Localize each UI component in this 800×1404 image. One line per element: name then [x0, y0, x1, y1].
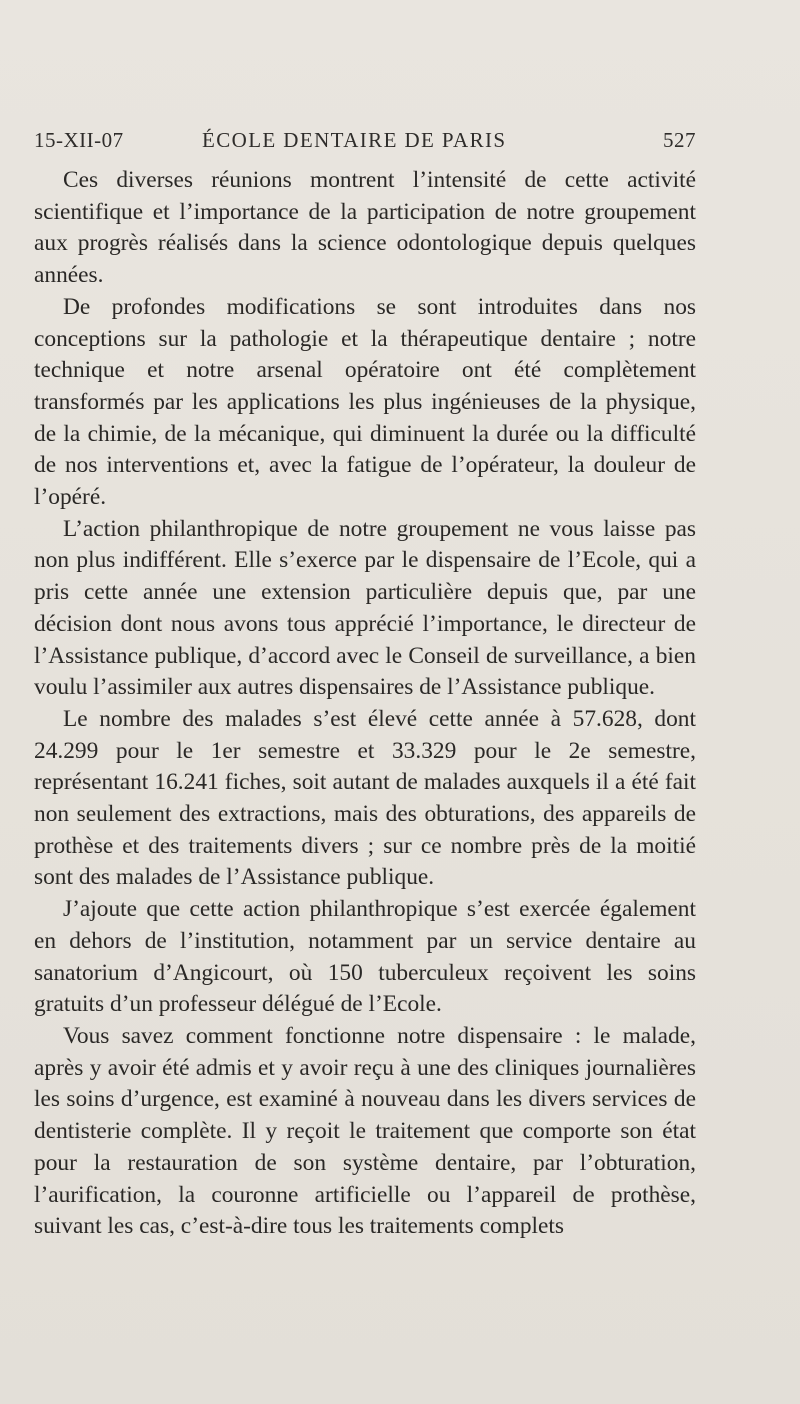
- paragraph-4: Le nombre des malades s’est élevé cette année à 57.628, dont 24.299 pour le 1er semestre et 33.329 pour le 2e semestre, représentant 16.241 fiches, soit autant de malades auxquels il a été fait non seulement des extractions, mais des obturations, des appareils de prothèse et des traitements divers ; sur ce nombre près de la moitié sont des malades de l’Assistance publique.: [34, 705, 696, 891]
- paragraph-6: Vous savez comment fonctionne notre dispensaire : le malade, après y avoir été admis et y avoir reçu à une des cliniques journalières les soins d’urgence, est examiné à nouveau dans les divers services de dentisterie complète. Il y reçoit le traitement que comporte son état pour la restauration de son système dentaire, par l’obturation, l’aurification, la couronne artificielle ou l’appareil de prothèse, suivant les cas, c’est-à-dire tous les traitements complets: [34, 1022, 696, 1240]
- paragraph-5: J’ajoute que cette action philanthropique s’est exercée également en dehors de l’institution, notamment par un service dentaire au sanatorium d’Angicourt, où 150 tuberculeux reçoivent les soins gratuits d’un professeur délégué de l’Ecole.: [34, 896, 696, 1018]
- running-header: [34, 128, 696, 162]
- page-body: [34, 165, 696, 1243]
- page-number: 527: [663, 128, 696, 152]
- paragraph-1: Ces diverses réunions montrent l’intensité de cette activité scientifique et l’importance de la participation de notre groupement aux progrès réalisés dans la science odontologique depuis quelques années.: [34, 167, 696, 289]
- paragraph-3: L’action philanthropique de notre groupement ne vous laisse pas non plus indifférent. Elle s’exerce par le dispensaire de l’Ecole, qui a pris cette année une extension particulière depuis que, par une décision dont nous avons tous apprécié l’importance, le directeur de l’Assistance publique, d’accord avec le Conseil de surveillance, a bien voulu l’assimiler aux autres dispensaires de l’Assistance publique.: [34, 515, 696, 701]
- header-date: 15-XII-07: [34, 128, 124, 152]
- header-title: ÉCOLE DENTAIRE DE PARIS: [202, 128, 507, 152]
- paragraph-2: De profondes modifications se sont introduites dans nos conceptions sur la pathologie et la thérapeutique dentaire ; notre technique et notre arsenal opératoire ont été complètement transformés par les applications les plus ingénieuses de la physique, de la chimie, de la mécanique, qui diminuent la durée ou la difficulté de nos interventions et, avec la fatigue de l’opérateur, la douleur de l’opéré.: [34, 293, 696, 511]
